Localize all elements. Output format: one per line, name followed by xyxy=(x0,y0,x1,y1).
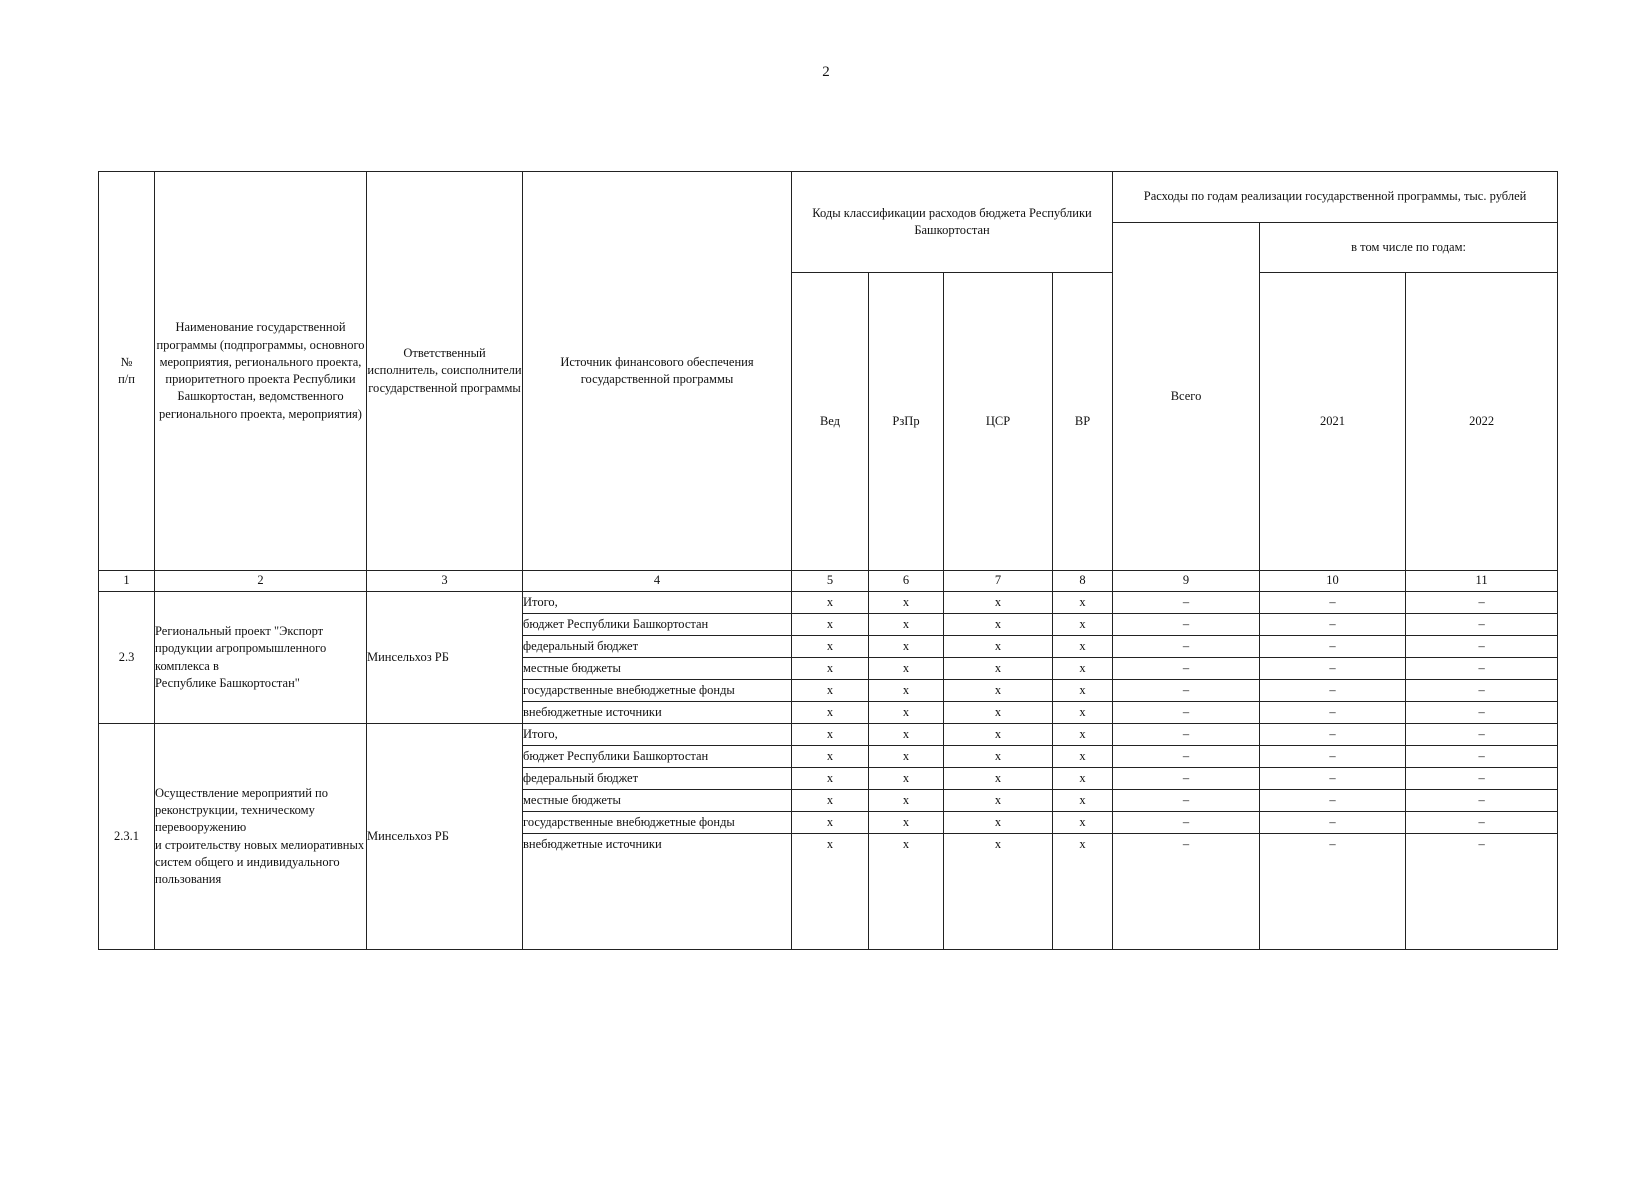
code-cell: х xyxy=(944,724,1053,746)
amount-cell: – xyxy=(1260,812,1406,834)
code-cell: х xyxy=(869,790,944,812)
column-number: 9 xyxy=(1113,571,1260,592)
amount-cell: – xyxy=(1260,834,1406,950)
amount-cell: – xyxy=(1113,680,1260,702)
funding-source: федеральный бюджет xyxy=(523,768,792,790)
amount-cell: – xyxy=(1406,592,1558,614)
header-rzpr: РзПр xyxy=(869,273,944,571)
code-cell: х xyxy=(1053,834,1113,950)
page-number: 2 xyxy=(822,64,830,80)
code-cell: х xyxy=(1053,812,1113,834)
amount-cell: – xyxy=(1113,768,1260,790)
amount-cell: – xyxy=(1113,746,1260,768)
code-cell: х xyxy=(869,636,944,658)
header-num: № п/п xyxy=(99,172,155,571)
amount-cell: – xyxy=(1260,592,1406,614)
amount-cell: – xyxy=(1406,658,1558,680)
amount-cell: – xyxy=(1113,790,1260,812)
code-cell: х xyxy=(1053,724,1113,746)
code-cell: х xyxy=(792,702,869,724)
funding-source: бюджет Республики Башкортостан xyxy=(523,746,792,768)
funding-source: местные бюджеты xyxy=(523,658,792,680)
amount-cell: – xyxy=(1406,768,1558,790)
amount-cell: – xyxy=(1260,680,1406,702)
code-cell: х xyxy=(869,834,944,950)
column-number: 10 xyxy=(1260,571,1406,592)
code-cell: х xyxy=(1053,614,1113,636)
code-cell: х xyxy=(944,790,1053,812)
column-number: 7 xyxy=(944,571,1053,592)
amount-cell: – xyxy=(1406,812,1558,834)
code-cell: х xyxy=(944,768,1053,790)
code-cell: х xyxy=(869,658,944,680)
code-cell: х xyxy=(869,680,944,702)
amount-cell: – xyxy=(1113,702,1260,724)
amount-cell: – xyxy=(1406,614,1558,636)
funding-source: Итого, xyxy=(523,592,792,614)
funding-source: местные бюджеты xyxy=(523,790,792,812)
code-cell: х xyxy=(792,724,869,746)
header-source: Источник финансового обеспечения государственной программы xyxy=(523,172,792,571)
amount-cell: – xyxy=(1113,812,1260,834)
code-cell: х xyxy=(944,592,1053,614)
budget-table xyxy=(98,171,1558,950)
column-number: 5 xyxy=(792,571,869,592)
amount-cell: – xyxy=(1406,746,1558,768)
amount-cell: – xyxy=(1113,592,1260,614)
header-csr: ЦСР xyxy=(944,273,1053,571)
code-cell: х xyxy=(944,636,1053,658)
code-cell: х xyxy=(944,812,1053,834)
column-numbers-row xyxy=(99,571,1558,592)
column-number: 8 xyxy=(1053,571,1113,592)
amount-cell: – xyxy=(1260,768,1406,790)
amount-cell: – xyxy=(1406,790,1558,812)
program-name: Региональный проект "Экспорт продукции агропромышленного комплекса в Республике Башкортостан" xyxy=(155,592,367,724)
funding-source: федеральный бюджет xyxy=(523,636,792,658)
code-cell: х xyxy=(1053,702,1113,724)
code-cell: х xyxy=(869,768,944,790)
funding-source: Итого, xyxy=(523,724,792,746)
funding-source: государственные внебюджетные фонды xyxy=(523,680,792,702)
amount-cell: – xyxy=(1406,636,1558,658)
code-cell: х xyxy=(869,592,944,614)
row-number: 2.3.1 xyxy=(99,724,155,950)
amount-cell: – xyxy=(1113,614,1260,636)
executor: Минсельхоз РБ xyxy=(367,592,523,724)
header-ved: Вед xyxy=(792,273,869,571)
funding-source: внебюджетные источники xyxy=(523,702,792,724)
column-number: 6 xyxy=(869,571,944,592)
executor: Минсельхоз РБ xyxy=(367,724,523,950)
funding-source: бюджет Республики Башкортостан xyxy=(523,614,792,636)
code-cell: х xyxy=(792,636,869,658)
code-cell: х xyxy=(944,680,1053,702)
amount-cell: – xyxy=(1113,636,1260,658)
code-cell: х xyxy=(1053,592,1113,614)
code-cell: х xyxy=(792,614,869,636)
header-by-years: в том числе по годам: xyxy=(1260,223,1558,273)
code-cell: х xyxy=(944,614,1053,636)
code-cell: х xyxy=(944,658,1053,680)
program-name: Осуществление мероприятий по реконструкции, техническому перевооружению и строительству новых мелиоративных систем общего и индивидуального пользования xyxy=(155,724,367,950)
table-row xyxy=(99,724,1558,746)
funding-source: государственные внебюджетные фонды xyxy=(523,812,792,834)
amount-cell: – xyxy=(1113,834,1260,950)
code-cell: х xyxy=(944,746,1053,768)
code-cell: х xyxy=(1053,768,1113,790)
amount-cell: – xyxy=(1260,724,1406,746)
code-cell: х xyxy=(1053,658,1113,680)
funding-source: внебюджетные источники xyxy=(523,834,792,950)
column-number: 11 xyxy=(1406,571,1558,592)
code-cell: х xyxy=(792,834,869,950)
amount-cell: – xyxy=(1260,614,1406,636)
header-expenses-group: Расходы по годам реализации государственной программы, тыс. рублей xyxy=(1113,172,1558,223)
amount-cell: – xyxy=(1406,834,1558,950)
header-year-2021: 2021 xyxy=(1260,273,1406,571)
header-executor: Ответственный исполнитель, соисполнители государственной программы xyxy=(367,172,523,571)
amount-cell: – xyxy=(1406,680,1558,702)
row-number: 2.3 xyxy=(99,592,155,724)
header-year-2022: 2022 xyxy=(1406,273,1558,571)
column-number: 4 xyxy=(523,571,792,592)
code-cell: х xyxy=(869,614,944,636)
header-total: Всего xyxy=(1113,223,1260,571)
amount-cell: – xyxy=(1260,702,1406,724)
code-cell: х xyxy=(944,702,1053,724)
code-cell: х xyxy=(944,834,1053,950)
header-codes-group: Коды классификации расходов бюджета Республики Башкортостан xyxy=(792,172,1113,273)
header-vr: ВР xyxy=(1053,273,1113,571)
amount-cell: – xyxy=(1406,724,1558,746)
table-body xyxy=(99,592,1558,950)
code-cell: х xyxy=(792,592,869,614)
code-cell: х xyxy=(1053,790,1113,812)
code-cell: х xyxy=(792,790,869,812)
column-number: 1 xyxy=(99,571,155,592)
amount-cell: – xyxy=(1113,658,1260,680)
code-cell: х xyxy=(792,812,869,834)
header-name: Наименование государственной программы (подпрограммы, основного мероприятия, регионального проекта, приоритетного проекта Республики Башкортостан, ведомственного регионального проекта, мероприятия) xyxy=(155,172,367,571)
code-cell: х xyxy=(869,746,944,768)
code-cell: х xyxy=(1053,636,1113,658)
amount-cell: – xyxy=(1406,702,1558,724)
column-number: 3 xyxy=(367,571,523,592)
code-cell: х xyxy=(792,680,869,702)
code-cell: х xyxy=(1053,680,1113,702)
code-cell: х xyxy=(869,724,944,746)
table-row xyxy=(99,592,1558,614)
amount-cell: – xyxy=(1113,724,1260,746)
amount-cell: – xyxy=(1260,746,1406,768)
code-cell: х xyxy=(1053,746,1113,768)
column-number: 2 xyxy=(155,571,367,592)
code-cell: х xyxy=(869,812,944,834)
code-cell: х xyxy=(869,702,944,724)
amount-cell: – xyxy=(1260,790,1406,812)
code-cell: х xyxy=(792,658,869,680)
amount-cell: – xyxy=(1260,658,1406,680)
code-cell: х xyxy=(792,746,869,768)
amount-cell: – xyxy=(1260,636,1406,658)
code-cell: х xyxy=(792,768,869,790)
